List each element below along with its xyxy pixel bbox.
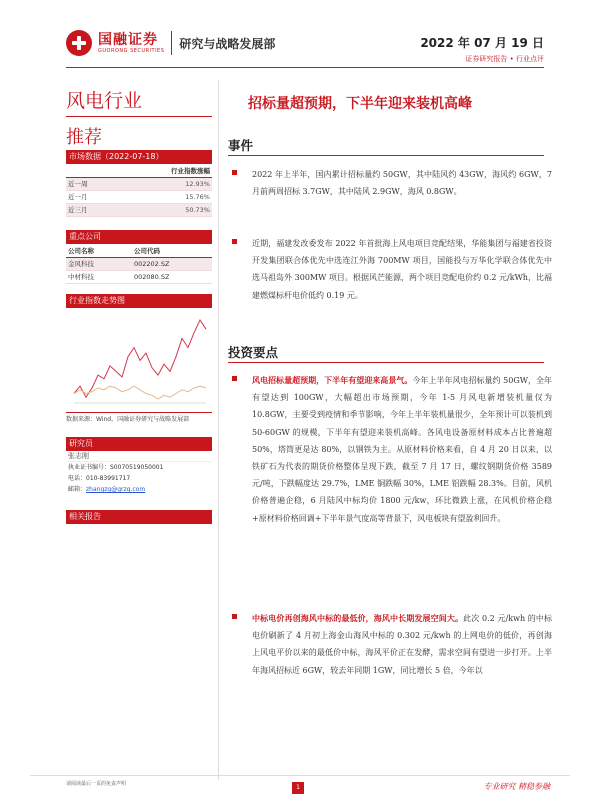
index-chart-svg [66,308,212,413]
point-body: 此次 0.2 元/kwh 的中标电价刷新了 4 月初上海金山海风中标的 0.302 元/kwh 的上网电价的低价，再创海上风电平价以来的最低价中标，海风平价正在发酵，需求空间有望进一步打开。上半年海风招标近 6GW，较去年同期 1GW，同比增长 5 倍，今年以 [252,614,552,675]
analyst-heading: 研究员 [66,437,212,451]
index-chart [66,308,212,413]
market-row [66,178,212,191]
company-logo [66,30,275,56]
market-period: 近一周 [68,180,88,188]
company-motto: 专业研究 精稳参融 [483,782,550,791]
point-item [232,372,552,527]
market-period: 近一月 [68,193,88,201]
bullet-icon [232,239,237,244]
chart-series-line-1 [74,320,206,397]
disclaimer-note: 请阅读最后一页的免责声明 [66,781,127,787]
email-label: 邮箱： [68,486,87,493]
market-value: 15.76% [185,193,210,201]
report-header [0,0,600,63]
chart-series-line-2 [74,386,206,399]
index-chart-panel [66,294,212,424]
bullet-icon [232,614,237,619]
points-heading: 投资要点 [228,345,279,360]
rating-label: 推荐 [66,127,102,148]
footer-divider [30,775,570,776]
analyst-email-row [66,484,212,495]
companies-panel [66,230,212,284]
company-row [66,271,212,284]
analyst-panel [66,437,212,495]
header-divider [66,67,544,68]
related-reports-panel [66,510,212,524]
company-row [66,258,212,271]
logo-mark-icon [66,30,92,56]
companies-header-row [66,244,212,258]
report-type: 证券研究报告 • 行业点评 [465,55,544,63]
bullet-icon [232,170,237,175]
chart-source: 数据来源：Wind，国融证券研究与战略发展部 [66,416,190,423]
column-divider [218,80,219,780]
col-company-name: 公司名称 [68,247,94,255]
companies-heading: 重点公司 [66,230,212,244]
market-row [66,204,212,217]
chart-heading: 行业指数走势图 [66,294,212,308]
col-company-code: 公司代码 [134,247,160,255]
point-body: 今年上半年风电招标量约 50GW，全年有望达到 100GW，大幅超出市场预期，今年 1-5 月风电新增装机量仅为 10.8GW，主要受到疫情和季节影响，今年上半年装机量很少，全年预计可以装机到 50-60GW 的规模，下半年有望迎来装机高峰。各风电设备原材料成本占比普遍超 50%，塔筒更是达 80%，以钢铁为主。从原材料价格来看，自 4 月 20 日以来，以铁矿石为代表的期货价格整体呈现下跌，截至 7 月 17 日，螺纹钢期货价格 3589 元/吨，下跌幅度达 29.7%，LME 铜跌幅 30%，LME 铝跌幅 28.3%。目前，风机价格普遍企稳，6 月陆风中标均价 1800 元/kw，环比微跌上涨，在风机价格企稳+原材料价格回调+下半年景气度高等背景下，风电板块有望盈利回升。 [252,376,552,523]
report-date: 2022 年 07 月 19 日 [420,36,544,50]
company-name: 金风科技 [68,260,94,268]
point-paragraph [252,372,552,527]
event-item [232,166,552,200]
market-value: 50.73% [185,206,210,214]
point-highlight: 中标电价再创海风中标的最低价，海风中长期发展空间大。 [252,613,464,623]
market-period: 近三月 [68,206,88,214]
analyst-cert: 执业证书编号：S0070519050001 [68,464,164,471]
market-data-heading: 市场数据（2022-07-18） [66,150,212,164]
market-data-col-header: 行业指数涨幅 [66,164,212,178]
logo-cn-text: 国融证券 [98,31,158,48]
analyst-phone: 电话：010-83991717 [68,475,131,482]
bullet-icon [232,376,237,381]
company-code: 002080.SZ [134,273,170,281]
events-heading: 事件 [228,138,254,153]
logo-separator [171,31,172,55]
report-title: 招标量超预期，下半年迎来装机高峰 [248,96,472,112]
market-value: 12.93% [185,180,210,188]
point-item [232,610,552,679]
analyst-name: 张志刚 [66,451,212,462]
event-item [232,235,552,304]
market-row [66,191,212,204]
points-divider [228,362,544,363]
market-data-panel [66,150,212,217]
industry-name: 风电行业 [66,90,143,112]
industry-divider [66,116,212,117]
department-name: 研究与战略发展部 [179,36,276,51]
point-highlight: 风电招标量超预期，下半年有望迎来高景气。 [252,375,413,385]
event-paragraph: 近期，福建发改委发布 2022 年首批海上风电项目竞配结果，华能集团与福建省投资开发集团联合体优先中选连江外海 700MW 项目，国能投与万华化学联合体优先中选马祖岛外 300MW 项目。根据风芒能源，两个项目竞配电价约 0.2 元/kWh，比福建燃煤标杆电价低约 0.19 元。 [252,239,552,300]
related-reports-heading: 相关报告 [66,510,212,524]
event-paragraph: 2022 年上半年，国内累计招标量约 50GW，其中陆风约 43GW，海风约 6GW，7 月前两周招标 3.7GW，其中陆风 2.9GW，海风 0.8GW。 [252,170,552,197]
page-number: 1 [292,782,304,794]
company-name: 中材科技 [68,273,94,281]
company-code: 002202.SZ [134,260,170,268]
logo-en-text: GUORONG SECURITIES [98,47,165,54]
analyst-email-link[interactable]: zhangzg@grzq.com [86,486,146,493]
point-paragraph [252,610,552,679]
events-divider [228,155,544,156]
